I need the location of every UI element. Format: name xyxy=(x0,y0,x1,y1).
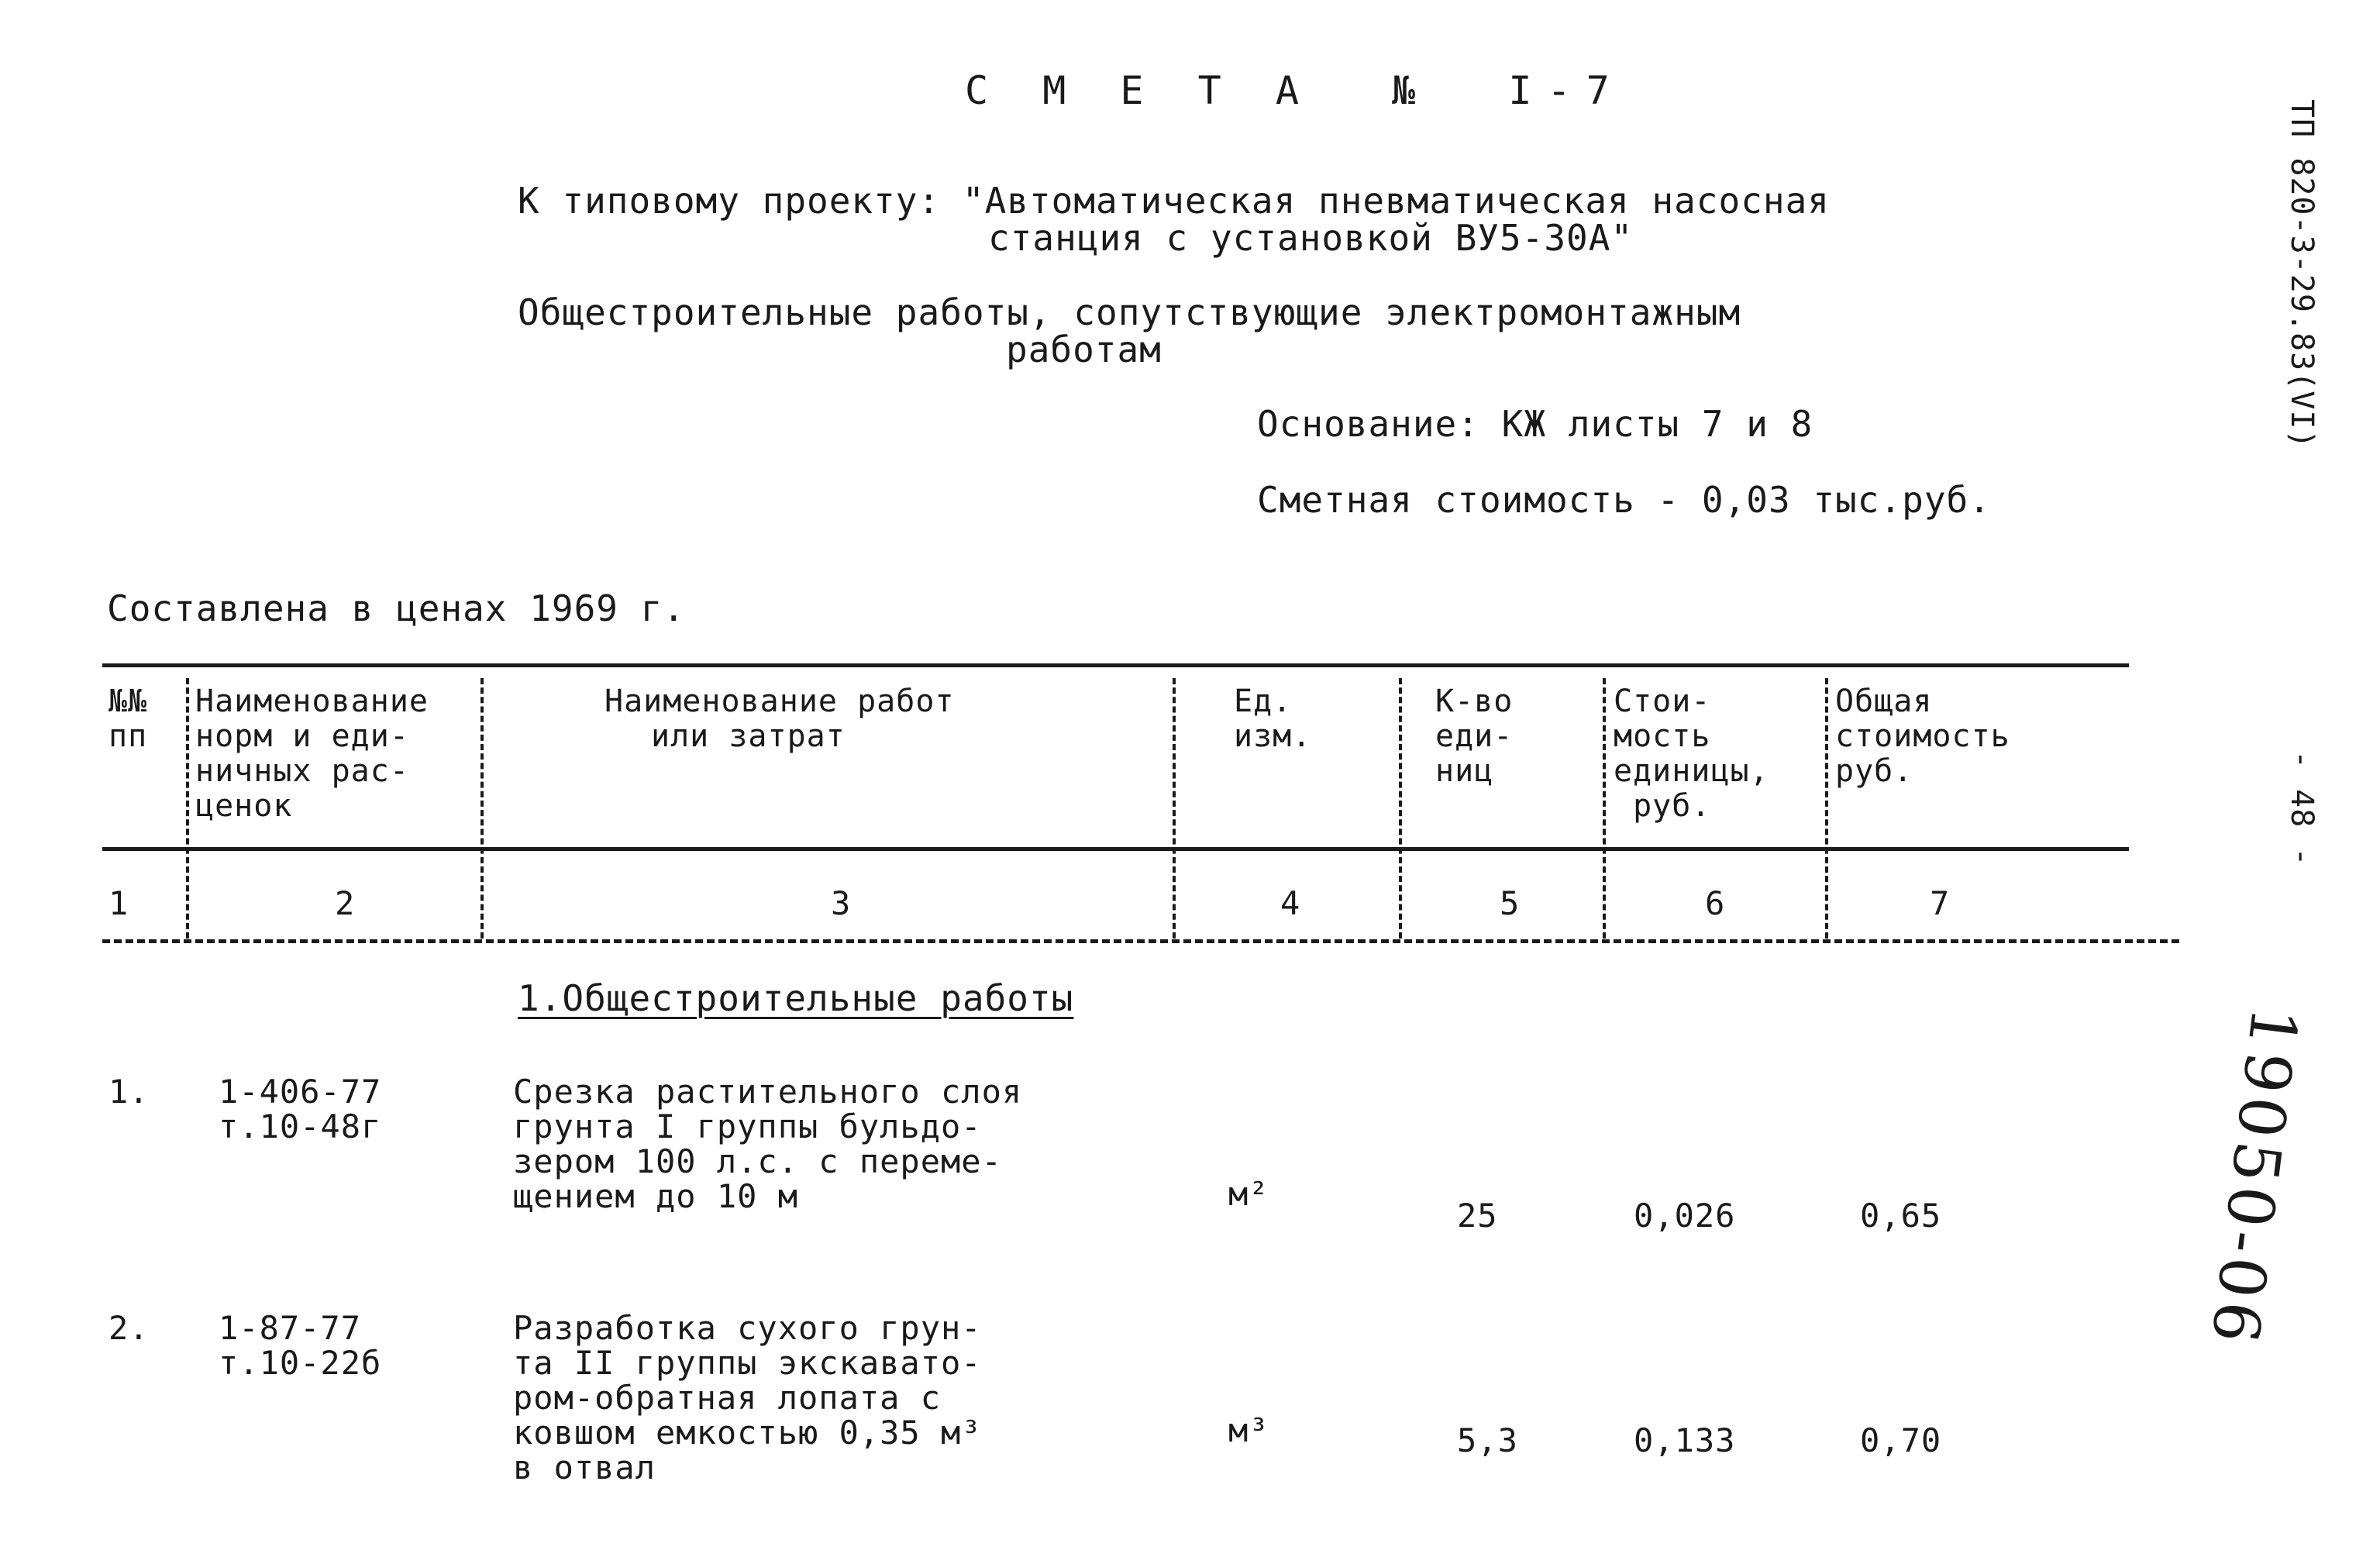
header-col-5-line-2: еди- xyxy=(1435,718,1514,754)
row-unit: м² xyxy=(1228,1175,1269,1213)
prices-line: Составлена в ценах 1969 г. xyxy=(107,587,686,629)
column-divider-1 xyxy=(186,678,189,939)
column-divider-5 xyxy=(1603,678,1606,939)
row-desc-line-2: грунта I группы бульдо- xyxy=(513,1107,982,1145)
header-col-5-line-3: ниц xyxy=(1435,753,1494,789)
header-col-4-line-1: Ед. xyxy=(1234,684,1293,719)
row-unit-price: 0,026 xyxy=(1634,1197,1736,1235)
handwritten-number: 19050-06 xyxy=(2196,1003,2311,1352)
header-col-6-line-3: единицы, xyxy=(1614,753,1769,789)
column-divider-6 xyxy=(1825,678,1828,939)
column-number-6: 6 xyxy=(1705,884,1726,922)
header-col-5-line-1: К-во xyxy=(1435,684,1514,719)
column-divider-2 xyxy=(480,678,484,939)
column-number-2: 2 xyxy=(335,884,356,922)
header-col-2-line-2: норм и еди- xyxy=(195,718,409,754)
header-col-2-line-1: Наименование xyxy=(195,684,429,719)
header-col-1-line-1: №№ xyxy=(108,684,148,719)
document-title: С М Е Т А № I-7 xyxy=(965,68,1625,113)
column-number-7: 7 xyxy=(1930,884,1951,922)
row-code-line-2: т.10-22б xyxy=(219,1344,382,1382)
row-code-line-1: 1-87-77 xyxy=(219,1309,362,1347)
row-desc-line-3: ром-обратная лопата с xyxy=(513,1379,942,1417)
header-col-3-line-1: Наименование работ xyxy=(604,684,955,719)
header-col-4-line-2: изм. xyxy=(1234,718,1312,754)
row-desc-line-4: ковшом емкостью 0,35 м³ xyxy=(513,1414,982,1452)
row-desc-line-1: Разработка сухого грун- xyxy=(513,1309,982,1347)
column-number-1: 1 xyxy=(108,884,129,922)
project-line-1: К типовому проекту: "Автоматическая пневматическая насосная xyxy=(518,180,1830,222)
column-divider-3 xyxy=(1173,678,1176,939)
row-desc-line-5: в отвал xyxy=(513,1448,656,1486)
row-number: 2. xyxy=(108,1309,150,1347)
header-col-7-line-2: стоимость xyxy=(1835,718,2010,754)
row-quantity: 25 xyxy=(1457,1197,1498,1235)
column-number-3: 3 xyxy=(831,884,852,922)
row-quantity: 5,3 xyxy=(1457,1421,1518,1459)
header-col-2-line-3: ничных рас- xyxy=(195,753,409,789)
header-col-6-line-4: руб. xyxy=(1614,788,1711,824)
column-number-5: 5 xyxy=(1500,884,1521,922)
page-number: - 48 - xyxy=(2284,750,2320,867)
header-col-1-line-2: пп xyxy=(108,718,148,754)
row-unit-price: 0,133 xyxy=(1634,1421,1736,1459)
row-total: 0,70 xyxy=(1860,1421,1942,1459)
column-numbers-rule xyxy=(102,939,2179,943)
basis-line: Основание: КЖ листы 7 и 8 xyxy=(1257,403,1813,445)
estimated-cost-line: Сметная стоимость - 0,03 тыс.руб. xyxy=(1257,479,1991,521)
row-total: 0,65 xyxy=(1860,1197,1942,1235)
section-title: 1.Общестроительные работы xyxy=(518,977,1074,1019)
row-desc-line-4: щением до 10 м xyxy=(513,1177,799,1215)
header-col-7-line-3: руб. xyxy=(1835,753,1913,789)
column-divider-4 xyxy=(1399,678,1402,939)
row-number: 1. xyxy=(108,1073,150,1111)
row-code-line-2: т.10-48г xyxy=(219,1107,382,1145)
works-line-2: работам xyxy=(1006,329,1162,370)
row-desc-line-3: зером 100 л.с. с переме- xyxy=(513,1142,1002,1180)
works-line-1: Общестроительные работы, сопутствующие электромонтажным xyxy=(518,291,1741,333)
row-desc-line-1: Срезка растительного слоя xyxy=(513,1073,1023,1111)
document-code: ТП 820-3-29.83(VI) xyxy=(2284,99,2320,450)
header-col-3-line-2: или затрат xyxy=(651,718,846,754)
row-desc-line-2: та II группы экскавато- xyxy=(513,1344,982,1382)
row-code-line-1: 1-406-77 xyxy=(219,1073,382,1111)
table-top-rule xyxy=(102,663,2129,667)
header-col-6-line-1: Стои- xyxy=(1614,684,1711,719)
header-col-2-line-4: ценок xyxy=(195,788,293,824)
row-unit: м³ xyxy=(1228,1411,1269,1449)
project-line-2: станция с установкой ВУ5-30А" xyxy=(988,217,1634,259)
header-col-7-line-1: Общая xyxy=(1835,684,1933,719)
header-col-6-line-2: мость xyxy=(1614,718,1711,754)
column-number-4: 4 xyxy=(1280,884,1301,922)
